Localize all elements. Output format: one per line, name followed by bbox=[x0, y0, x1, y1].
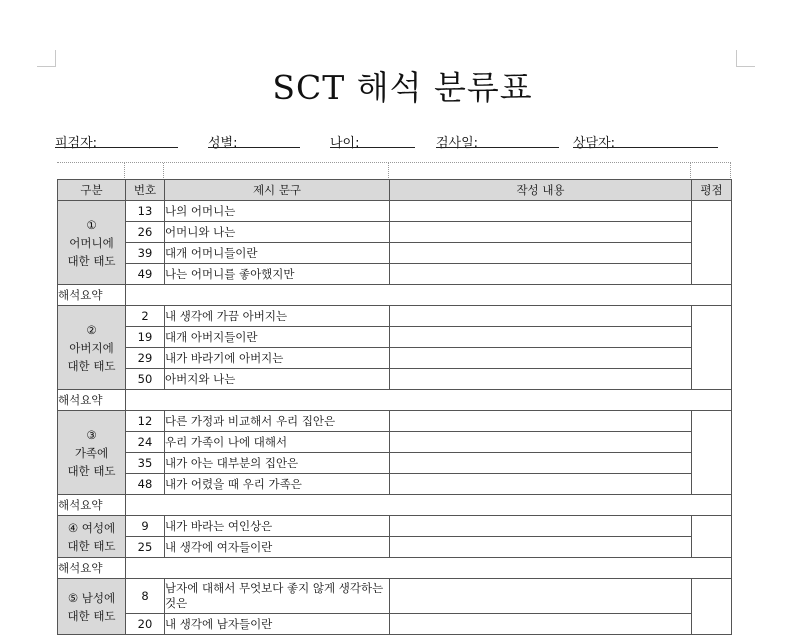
summary-label: 해석요약 bbox=[58, 558, 126, 579]
item-number: 9 bbox=[126, 516, 165, 537]
score-cell[interactable] bbox=[692, 201, 732, 285]
page-title: SCT 해석 분류표 bbox=[272, 68, 533, 107]
response-cell[interactable] bbox=[390, 222, 692, 243]
item-prompt: 나의 어머니는 bbox=[165, 201, 390, 222]
response-cell[interactable] bbox=[390, 327, 692, 348]
header-score: 평점 bbox=[692, 180, 732, 201]
item-prompt: 내 생각에 가끔 아버지는 bbox=[165, 306, 390, 327]
item-number: 35 bbox=[126, 453, 165, 474]
age-label: 나이: bbox=[330, 136, 360, 151]
item-number: 2 bbox=[126, 306, 165, 327]
classification-table bbox=[57, 179, 732, 635]
summary-cell[interactable] bbox=[126, 285, 732, 306]
summary-row bbox=[58, 390, 732, 411]
table-row bbox=[58, 201, 732, 222]
response-cell[interactable] bbox=[390, 201, 692, 222]
examinee-line[interactable] bbox=[55, 147, 178, 148]
category-family bbox=[58, 411, 126, 495]
score-cell[interactable] bbox=[692, 306, 732, 390]
counselor-label: 상담자: bbox=[573, 136, 616, 151]
table-row bbox=[58, 516, 732, 537]
item-prompt: 남자에 대해서 무엇보다 좋지 않게 생각하는 것은 bbox=[165, 579, 390, 614]
score-cell[interactable] bbox=[692, 516, 732, 558]
item-number: 48 bbox=[126, 474, 165, 495]
response-cell[interactable] bbox=[390, 411, 692, 432]
score-cell[interactable] bbox=[692, 411, 732, 495]
table-row bbox=[58, 537, 732, 558]
summary-row bbox=[58, 285, 732, 306]
item-number: 50 bbox=[126, 369, 165, 390]
category-label: ④ 여성에 bbox=[67, 520, 116, 535]
item-prompt: 우리 가족이 나에 대해서 bbox=[165, 432, 390, 453]
counselor-line[interactable] bbox=[573, 147, 718, 148]
response-cell[interactable] bbox=[390, 369, 692, 390]
summary-label: 해석요약 bbox=[58, 390, 126, 411]
gender-line[interactable] bbox=[208, 147, 300, 148]
header-prompt: 제시 문구 bbox=[165, 180, 390, 201]
item-prompt: 아버지와 나는 bbox=[165, 369, 390, 390]
table-row bbox=[58, 614, 732, 635]
table-row bbox=[58, 264, 732, 285]
category-label: 대한 태도 bbox=[67, 358, 116, 373]
table-row bbox=[58, 453, 732, 474]
item-prompt: 내가 어렸을 때 우리 가족은 bbox=[165, 474, 390, 495]
item-prompt: 내가 바라기에 아버지는 bbox=[165, 348, 390, 369]
response-cell[interactable] bbox=[390, 537, 692, 558]
table-row bbox=[58, 474, 732, 495]
category-label: ⑤ 남성에 bbox=[67, 590, 116, 605]
test-date-line[interactable] bbox=[436, 147, 559, 148]
table-guide-row bbox=[57, 162, 731, 180]
item-prompt: 다른 가정과 비교해서 우리 집안은 bbox=[165, 411, 390, 432]
item-number: 29 bbox=[126, 348, 165, 369]
item-prompt: 어머니와 나는 bbox=[165, 222, 390, 243]
response-cell[interactable] bbox=[390, 516, 692, 537]
category-label: 가족에 bbox=[74, 445, 109, 460]
category-label: 대한 태도 bbox=[67, 253, 116, 268]
item-number: 20 bbox=[126, 614, 165, 635]
score-cell[interactable] bbox=[692, 579, 732, 635]
category-father bbox=[58, 306, 126, 390]
response-cell[interactable] bbox=[390, 579, 692, 614]
item-number: 39 bbox=[126, 243, 165, 264]
response-cell[interactable] bbox=[390, 614, 692, 635]
gender-label: 성별: bbox=[208, 136, 238, 151]
item-prompt: 대개 어머니들이란 bbox=[165, 243, 390, 264]
category-label: 대한 태도 bbox=[67, 538, 116, 553]
summary-label: 해석요약 bbox=[58, 285, 126, 306]
item-number: 49 bbox=[126, 264, 165, 285]
summary-cell[interactable] bbox=[126, 495, 732, 516]
item-number: 24 bbox=[126, 432, 165, 453]
header-category: 구분 bbox=[58, 180, 126, 201]
table-row bbox=[58, 369, 732, 390]
table-row bbox=[58, 348, 732, 369]
header-row bbox=[58, 180, 732, 201]
item-prompt: 내 생각에 여자들이란 bbox=[165, 537, 390, 558]
category-number: ③ bbox=[86, 427, 97, 442]
response-cell[interactable] bbox=[390, 453, 692, 474]
examinee-label: 피검자: bbox=[55, 136, 98, 151]
summary-row bbox=[58, 495, 732, 516]
test-date-label: 검사일: bbox=[436, 136, 479, 151]
item-number: 19 bbox=[126, 327, 165, 348]
category-label: 대한 태도 bbox=[67, 463, 116, 478]
summary-label: 해석요약 bbox=[58, 495, 126, 516]
summary-cell[interactable] bbox=[126, 558, 732, 579]
response-cell[interactable] bbox=[390, 243, 692, 264]
category-number: ① bbox=[86, 217, 97, 232]
summary-row bbox=[58, 558, 732, 579]
category-men bbox=[58, 579, 126, 635]
category-number: ② bbox=[86, 322, 97, 337]
header-number: 번호 bbox=[126, 180, 165, 201]
category-women bbox=[58, 516, 126, 558]
category-label: 아버지에 bbox=[69, 340, 114, 355]
table-row bbox=[58, 432, 732, 453]
table-row bbox=[58, 327, 732, 348]
response-cell[interactable] bbox=[390, 348, 692, 369]
category-mother bbox=[58, 201, 126, 285]
age-line[interactable] bbox=[330, 147, 415, 148]
response-cell[interactable] bbox=[390, 432, 692, 453]
table-row bbox=[58, 411, 732, 432]
table-row bbox=[58, 243, 732, 264]
info-fields bbox=[0, 129, 791, 151]
item-prompt: 대개 아버지들이란 bbox=[165, 327, 390, 348]
item-number: 26 bbox=[126, 222, 165, 243]
item-prompt: 내가 아는 대부분의 집안은 bbox=[165, 453, 390, 474]
table-row bbox=[58, 306, 732, 327]
table-row bbox=[58, 222, 732, 243]
category-label: 어머니에 bbox=[69, 235, 114, 250]
item-number: 13 bbox=[126, 201, 165, 222]
item-prompt: 내 생각에 남자들이란 bbox=[165, 614, 390, 635]
summary-cell[interactable] bbox=[126, 390, 732, 411]
response-cell[interactable] bbox=[390, 264, 692, 285]
response-cell[interactable] bbox=[390, 474, 692, 495]
response-cell[interactable] bbox=[390, 306, 692, 327]
item-prompt: 나는 어머니를 좋아했지만 bbox=[165, 264, 390, 285]
item-prompt: 내가 바라는 여인상은 bbox=[165, 516, 390, 537]
item-number: 25 bbox=[126, 537, 165, 558]
item-number: 8 bbox=[126, 579, 165, 614]
header-response: 작성 내용 bbox=[390, 180, 692, 201]
category-label: 대한 태도 bbox=[67, 608, 116, 623]
item-number: 12 bbox=[126, 411, 165, 432]
table-row bbox=[58, 579, 732, 614]
